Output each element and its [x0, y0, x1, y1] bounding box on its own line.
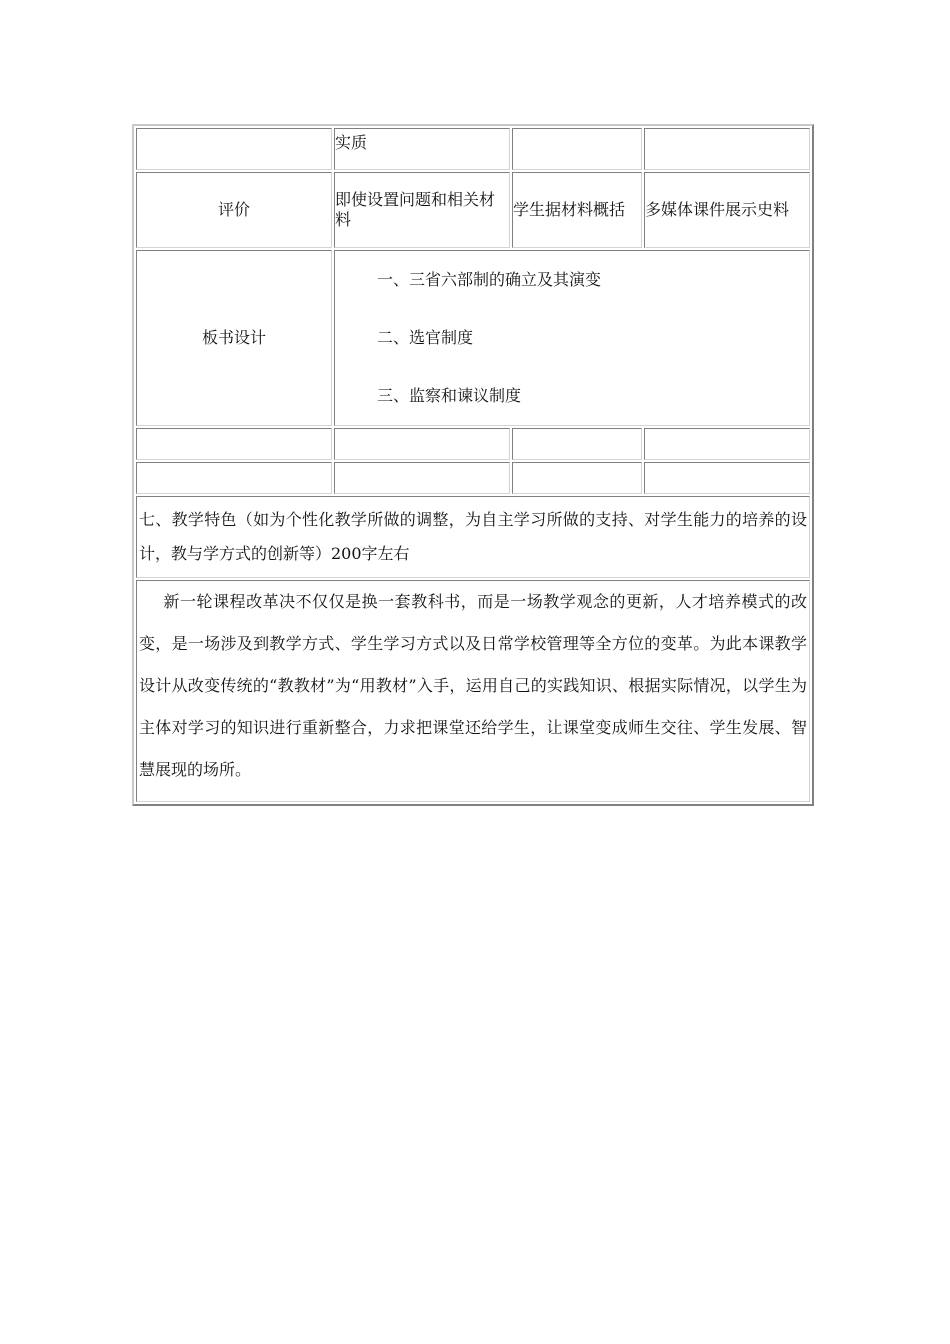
table-cell: [512, 128, 642, 170]
media-cell: 多媒体课件展示史料: [644, 172, 810, 248]
board-design-label: 板书设计: [136, 250, 332, 426]
table-row: [136, 128, 810, 170]
table-row-evaluation: [136, 172, 810, 248]
table-cell: 实质: [334, 128, 510, 170]
list-item: 一、三省六部制的确立及其演变: [377, 270, 602, 289]
section-heading: 七、教学特色（如为个性化教学所做的调整，为自主学习所做的支持、对学生能力的培养的设计，教与学方式的创新等）200字左右: [136, 496, 810, 578]
table-cell: [644, 462, 810, 494]
table-row-empty: [136, 462, 810, 494]
section-body: [136, 580, 810, 802]
table-cell: [334, 428, 510, 460]
table-cell: [334, 462, 510, 494]
lesson-plan-table: [132, 124, 814, 806]
table-cell: [136, 128, 332, 170]
table-row-section7-heading: [136, 496, 810, 578]
board-design-list: [335, 251, 809, 425]
table-cell: [512, 462, 642, 494]
list-item: 三、监察和谏议制度: [377, 386, 522, 405]
board-design-content: [334, 250, 810, 426]
evaluation-label: 评价: [136, 172, 332, 248]
table-row-section7-body: [136, 580, 810, 802]
table-cell: [644, 128, 810, 170]
table-row-board-design: [136, 250, 810, 426]
teacher-activity-cell: 即使设置问题和相关材料: [334, 172, 510, 248]
table-cell: [644, 428, 810, 460]
table-row-empty: [136, 428, 810, 460]
student-activity-cell: 学生据材料概括: [512, 172, 642, 248]
table-cell: [512, 428, 642, 460]
table-cell: [136, 428, 332, 460]
table-cell: [136, 462, 332, 494]
section-body-text: 新一轮课程改革决不仅仅是换一套教科书，而是一场教学观念的更新，人才培养模式的改变，是一场涉及到教学方式、学生学习方式以及日常学校管理等全方位的变革。为此本课教学设计从改变传统的“教教材”为“用教材”入手，运用自己的实践知识、根据实际情况，以学生为主体对学习的知识进行重新整合，力求把课堂还给学生，让课堂变成师生交往、学生发展、智慧展现的场所。: [139, 592, 807, 779]
list-item: 二、选官制度: [377, 328, 474, 347]
